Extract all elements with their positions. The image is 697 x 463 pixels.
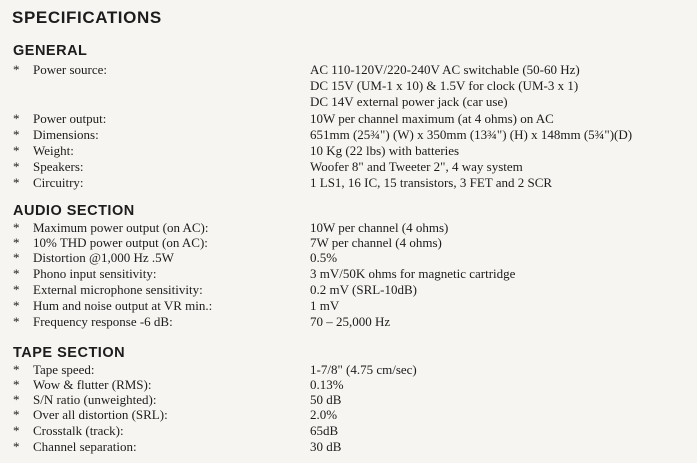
spec-value: 7W per channel (4 ohms) bbox=[310, 235, 442, 250]
bullet: * bbox=[13, 175, 20, 190]
spec-row-crosstalk bbox=[0, 423, 697, 439]
spec-value: 2.0% bbox=[310, 407, 338, 422]
bullet: * bbox=[13, 250, 20, 265]
spec-label: Wow & flutter (RMS): bbox=[33, 377, 152, 392]
spec-row-dimensions bbox=[0, 127, 697, 143]
bullet: * bbox=[13, 282, 20, 297]
spec-value: 10 Kg (22 lbs) with batteries bbox=[310, 143, 460, 158]
bullet: * bbox=[13, 159, 20, 174]
spec-value: 30 dB bbox=[310, 439, 342, 454]
bullet: * bbox=[13, 362, 20, 377]
spec-row-channel-separation bbox=[0, 439, 697, 455]
spec-value: Woofer 8" and Tweeter 2", 4 way system bbox=[310, 159, 523, 174]
spec-row-tape-speed bbox=[0, 362, 697, 378]
spec-value: 50 dB bbox=[310, 392, 342, 407]
spec-value: 1 mV bbox=[310, 298, 340, 313]
spec-label: Power source: bbox=[33, 62, 108, 77]
spec-value: 65dB bbox=[310, 423, 339, 438]
spec-label: Channel separation: bbox=[33, 439, 137, 454]
spec-row-max-power bbox=[0, 220, 697, 236]
bullet: * bbox=[13, 235, 20, 250]
spec-row-hum-noise bbox=[0, 298, 697, 314]
spec-label: Frequency response -6 dB: bbox=[33, 314, 173, 329]
spec-label: Tape speed: bbox=[33, 362, 95, 377]
spec-value: 3 mV/50K ohms for magnetic cartridge bbox=[310, 266, 516, 281]
spec-row-phono-sensitivity bbox=[0, 266, 697, 282]
spec-row-speakers bbox=[0, 159, 697, 175]
bullet: * bbox=[13, 127, 20, 142]
spec-row-wow-flutter bbox=[0, 377, 697, 393]
spec-row-distortion bbox=[0, 250, 697, 266]
spec-label: Phono input sensitivity: bbox=[33, 266, 157, 281]
bullet: * bbox=[13, 392, 20, 407]
spec-value: AC 110-120V/220-240V AC switchable (50-60 Hz) bbox=[310, 62, 580, 77]
bullet: * bbox=[13, 439, 20, 454]
spec-label: S/N ratio (unweighted): bbox=[33, 392, 157, 407]
spec-label: Circuitry: bbox=[33, 175, 84, 190]
bullet: * bbox=[13, 314, 20, 329]
spec-label: Power output: bbox=[33, 111, 107, 126]
spec-row-power-output bbox=[0, 111, 697, 127]
spec-row-overall-distortion bbox=[0, 407, 697, 423]
audio-section-heading: AUDIO SECTION bbox=[13, 203, 135, 219]
bullet: * bbox=[13, 407, 20, 422]
spec-label: Speakers: bbox=[33, 159, 84, 174]
spec-value: 70 – 25,000 Hz bbox=[310, 314, 391, 329]
bullet: * bbox=[13, 298, 20, 313]
bullet: * bbox=[13, 423, 20, 438]
bullet: * bbox=[13, 266, 20, 281]
spec-label: Over all distortion (SRL): bbox=[33, 407, 168, 422]
spec-label: Distortion @1,000 Hz .5W bbox=[33, 250, 174, 265]
bullet: * bbox=[13, 143, 20, 158]
spec-label: Crosstalk (track): bbox=[33, 423, 124, 438]
spec-value: 1-7/8" (4.75 cm/sec) bbox=[310, 362, 417, 377]
spec-label: Dimensions: bbox=[33, 127, 99, 142]
general-heading: GENERAL bbox=[13, 43, 88, 59]
spec-value: 10W per channel maximum (at 4 ohms) on AC bbox=[310, 111, 554, 126]
spec-label: 10% THD power output (on AC): bbox=[33, 235, 208, 250]
spec-row-power-source-line3 bbox=[0, 94, 697, 110]
spec-value: 651mm (25¾") (W) x 350mm (13¾") (H) x 148mm (5¾")(D) bbox=[310, 127, 633, 142]
spec-value: 0.13% bbox=[310, 377, 344, 392]
spec-row-power-source-line2 bbox=[0, 78, 697, 94]
tape-section-heading: TAPE SECTION bbox=[13, 345, 126, 361]
spec-row-frequency-response bbox=[0, 314, 697, 330]
spec-value: 0.2 mV (SRL-10dB) bbox=[310, 282, 418, 297]
spec-label: Maximum power output (on AC): bbox=[33, 220, 209, 235]
bullet: * bbox=[13, 62, 20, 77]
page-title: SPECIFICATIONS bbox=[12, 8, 162, 27]
spec-label: Weight: bbox=[33, 143, 74, 158]
spec-row-sn-ratio bbox=[0, 392, 697, 408]
spec-row-thd-power bbox=[0, 235, 697, 251]
spec-label: External microphone sensitivity: bbox=[33, 282, 203, 297]
spec-value: DC 15V (UM-1 x 10) & 1.5V for clock (UM-3 x 1) bbox=[310, 78, 579, 93]
spec-value: DC 14V external power jack (car use) bbox=[310, 94, 508, 109]
spec-row-weight bbox=[0, 143, 697, 159]
bullet: * bbox=[13, 377, 20, 392]
spec-row-power-source bbox=[0, 62, 697, 78]
spec-row-circuitry bbox=[0, 175, 697, 191]
spec-label: Hum and noise output at VR min.: bbox=[33, 298, 213, 313]
spec-value: 0.5% bbox=[310, 250, 338, 265]
spec-row-mic-sensitivity bbox=[0, 282, 697, 298]
spec-value: 1 LS1, 16 IC, 15 transistors, 3 FET and 2 SCR bbox=[310, 175, 553, 190]
bullet: * bbox=[13, 220, 20, 235]
spec-value: 10W per channel (4 ohms) bbox=[310, 220, 449, 235]
bullet: * bbox=[13, 111, 20, 126]
